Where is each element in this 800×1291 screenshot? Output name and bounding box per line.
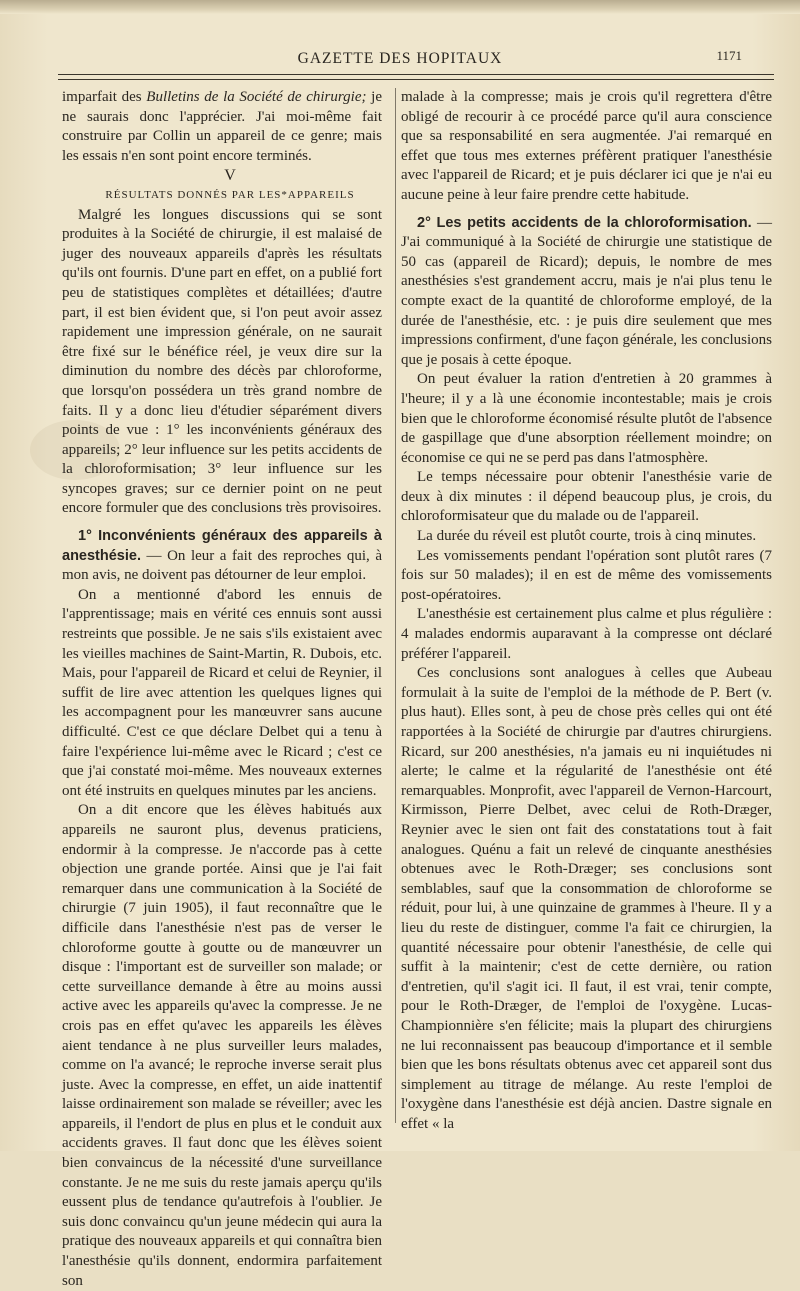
- left-column: [62, 88, 382, 1291]
- section-number: V: [224, 167, 236, 185]
- spacer: [401, 206, 772, 214]
- paragraph: On a mentionné d'abord les ennuis de l'apprentissage; mais en vérité ces ennuis sont aussi restreints que possible. Je ne sais s'ils existaient avec les vieilles machines de Saint-Martin, R. Dubois, etc. Mais, pour l'appareil de Ricard et celui de Reynier, il suffit de lire avec attention les quelques lignes qui les accompagnent pour les manœuvrer sans aucune difficulté. C'est ce que déclare Delbet qui a tenu à faire l'expérience lui-même avec le Ricard ; c'est ce que j'ai constaté moi-même. Mes nouveaux externes ont été instruits en quelques minutes par les anciens.: [62, 586, 382, 799]
- text-run: je ne saurais donc l'apprécier. J'ai moi-même fait construire par Collin un appareil de ce genre; mais les essais n'en sont point encore terminés.: [62, 89, 382, 164]
- italic-title: Bulletins de la Société de chirurgie;: [146, 89, 367, 105]
- paragraph: [62, 88, 382, 166]
- paragraph: On a dit encore que les élèves habitués aux appareils ne sauront plus, devenus praticiens, endormir à la compresse. Je n'accorde pas à cette objection une grande portée. Ainsi que je l'ai fait remarquer dans une communication à la Société de chirurgie (7 juin 1905), il faut reconnaître que le difficile dans l'anesthésie n'est pas de verser le chloroforme goutte à goutte ou de manœuvrer un disque : l'important est de surveiller son malade; or cette surveillance demande à être au moins aussi active avec les appareils qu'avec la compresse. Je ne crois pas en effet qu'avec les appareils les élèves aient tendance à ne plus surveiller leurs malades, comme on l'a avancé; le reproche inverse serait plus juste. Avec la compresse, en effet, un aide inattentif laisse ordinairement son malade se réveiller; avec les appareils, il l'endort de plus en plus et le conduit aux accidents graves. Il faut donc que les élèves soient bien convaincus de la nécessité d'une surveillance constante. Je ne me suis du reste jamais aperçu qu'ils eussent plus de tendance qu'autrefois à l'oublier. Je suis donc convaincu qu'un jeune médecin qui aura la pratique des nouveaux appareils et qui connaîtra bien l'anesthésie qu'ils donnent, endormira parfaitement son: [62, 802, 382, 1289]
- paragraph: Le temps nécessaire pour obtenir l'anesthésie varie de deux à dix minutes : il dépend beaucoup plus, je crois, du chloroformisateur que du malade ou de l'appareil.: [401, 469, 772, 525]
- paragraph: L'anesthésie est certainement plus calme et plus régulière : 4 malades endormis auparavant à la compresse ont déclaré préférer l'appareil.: [401, 606, 772, 662]
- paragraph: [401, 214, 772, 371]
- paragraph: Les vomissements pendant l'opération sont plutôt rares (7 fois sur 50 malades); il en est de même des vomissements post-opératoires.: [401, 547, 772, 603]
- page-number: 1171: [716, 48, 742, 63]
- paragraph: [62, 527, 382, 586]
- spacer: [62, 519, 382, 527]
- subsection-title: 2° Les petits accidents de la chloroformisation.: [417, 214, 752, 231]
- text-run: — On leur a fait des reproches qui, à mon avis, ne doivent pas détourner de leur emploi.: [62, 547, 382, 584]
- header-rule-bottom: [58, 79, 774, 80]
- text-run: — J'ai communiqué à la Société de chirurgie une statistique de 50 cas (appareil de Ricard); depuis, le nombre de mes anesthésies s'est grandement accru, mais je n'ai plus tenu le compte exact de la quantité de chloroforme employé, de la durée de l'anesthésie, etc. : je puis dire seulement que mes impressions confirment, d'une façon générale, les conclusions que je posais à cette époque.: [401, 214, 772, 368]
- header-rule-top: [58, 74, 774, 75]
- right-column: [401, 88, 772, 1134]
- column-divider: [395, 88, 396, 1123]
- paragraph: La durée du réveil est plutôt courte, trois à cinq minutes.: [417, 528, 757, 545]
- page-top-edge: [0, 0, 800, 14]
- paragraph: Ces conclusions sont analogues à celles que Aubeau formulait à la suite de l'emploi de la méthode de P. Bert (v. plus haut). Elles sont, à peu de chose près celles qui ont été rapportées à la Société de chirurgie par d'autres chirurgiens. Ricard, sur 200 anesthésies, n'a jamais eu ni inquiétudes ni alerte; le calme et la régularité de l'anesthésie ont été remarquables. Monprofit, avec l'appareil de Vernon-Harcourt, Kirmisson, Pierre Delbet, avec celui de Roth-Dræger, Reynier avec le sien ont fait des constatations tout à fait analogues. Quénu a fait un relevé de cinquante anesthésies obtenues avec le Roth-Dræger; ses conclusions sont semblables, sauf que la consommation de chloroforme se réduit, pour lui, à une quinzaine de grammes à l'heure. Il y a lieu du reste de distinguer, comme l'a fait ce chirurgien, la quantité nécessaire pour obtenir l'anesthésie, de celle qui suffit à la maintenir; c'est de cette dernière, ou ration d'entretien, qu'il s'agit ici. Il faut, il est vrai, tenir compte, pour le Roth-Dræger, de l'emploi de l'oxygène. Lucas-Championnière s'en félicite; mais la plupart des chirurgiens ne lui reconnaissent pas beaucoup d'importance et il semble bien que les bons résultats obtenus avec cet appareil sont dus simplement au titrage de mélange. Au reste l'emploi de l'oxygène dans l'anesthésie est déjà ancien. Dastre signale en effet « la: [401, 665, 772, 1132]
- text-run: imparfait des: [62, 89, 147, 105]
- section-heading: RÉSULTATS DONNÉS PAR LES*APPAREILS: [105, 188, 355, 201]
- subsection-title: 1° Inconvénients généraux des appareils à anesthésie.: [62, 528, 382, 564]
- paragraph: malade à la compresse; mais je crois qu'il regrettera d'être obligé de recourir à ce procédé parce qu'il aura conscience que sa responsabilité en sera augmentée. J'ai remarqué en effet que tous mes externes préfèrent pratiquer l'anesthésie avec l'appareil de Ricard; et je puis déclarer ici que je n'ai eu aucune peine à leur faire prendre cette habitude.: [401, 89, 772, 203]
- paragraph: On peut évaluer la ration d'entretien à 20 grammes à l'heure; il y a là une économie incontestable; mais je crois bien que le chloroforme économisé résulte plutôt de l'absence de gaspillage que d'une absorption réellement moindre; on économise ce qui ne se perd pas dans l'atmosphère.: [401, 371, 772, 466]
- page-header-title: GAZETTE DES HOPITAUX: [297, 50, 503, 67]
- paragraph: Malgré les longues discussions qui se sont produites à la Société de chirurgie, il est malaisé de juger des nouveaux appareils d'après les résultats qu'ils ont fournis. D'une part en effet, on a publié fort peu de statistiques complètes et détaillées; d'autre part, il est bien évident que, si l'on peut avoir assez rapidement une impression générale, on ne saurait être fixé sur le bénéfice réel, je veux dire sur la diminution du nombre des décès par chloroforme, que lorsqu'on possédera un très grand nombre de faits. Il y a donc lieu d'étudier séparément divers points de vue : 1° les inconvénients généraux des appareils; 2° leur influence sur les petits accidents de la chloroformisation; 3° leur influence sur les syncopes graves; sur ce dernier point on ne peut encore formuler que des conclusions très provisoires.: [62, 206, 382, 517]
